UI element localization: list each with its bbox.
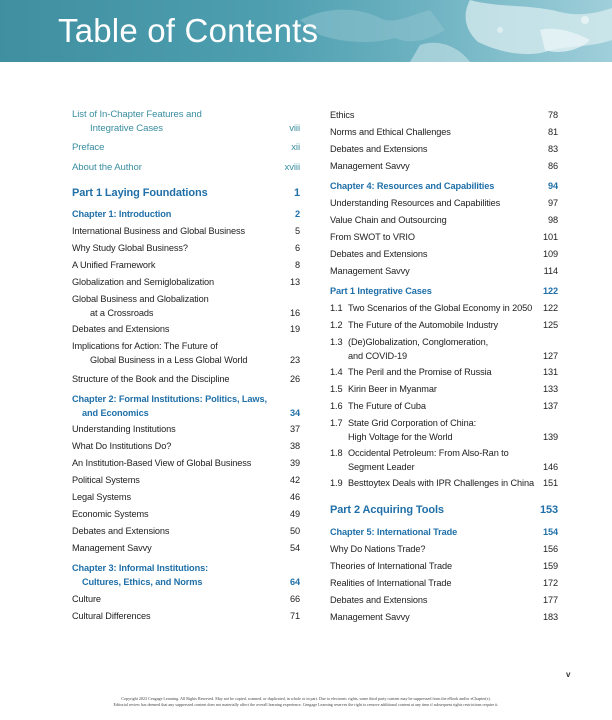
- toc-entry[interactable]: [330, 559, 558, 573]
- toc-page-number: 71: [289, 611, 300, 621]
- toc-page-number: 19: [289, 324, 300, 334]
- toc-entry[interactable]: [330, 335, 558, 363]
- toc-page-number: 154: [542, 527, 558, 537]
- toc-entry-line: and Economics: [82, 408, 149, 418]
- toc-page-number: 49: [289, 509, 300, 519]
- toc-page-number: 177: [542, 595, 558, 605]
- toc-entry-line: Globalization and Semiglobalization: [72, 277, 215, 287]
- toc-entry[interactable]: [72, 339, 300, 367]
- toc-entry-line: Norms and Ethical Challenges: [330, 127, 451, 137]
- toc-page-number: 94: [547, 181, 558, 191]
- copyright-line-1: Copyright 2023 Cengage Learning. All Rights Reserved. May not be copied, scanned, or duplicated, in whole or in part. Due to electronic rights, some third party content may be suppressed from the eBook and/or eChapter(s).: [121, 696, 491, 701]
- toc-page-number: 114: [543, 266, 558, 276]
- toc-entry-title: [330, 125, 451, 139]
- toc-entry-title: [72, 241, 188, 255]
- toc-entry-title: [72, 561, 208, 589]
- toc-entry-line: Part 1 Laying Foundations: [72, 187, 208, 199]
- toc-entry[interactable]: [330, 446, 558, 474]
- toc-entry-title: [330, 230, 415, 244]
- toc-page-number: 26: [289, 374, 300, 384]
- toc-page-number: 151: [542, 478, 558, 488]
- toc-page-number: 122: [542, 286, 558, 296]
- toc-entry-title: [330, 196, 500, 210]
- toc-entry-title: [72, 392, 267, 420]
- toc-entry-title: [330, 335, 488, 363]
- copyright-notice: [40, 696, 572, 708]
- toc-page-number: 172: [542, 578, 558, 588]
- toc-page-number: 13: [289, 277, 300, 287]
- toc-entry[interactable]: [330, 142, 558, 156]
- toc-entry[interactable]: [72, 524, 300, 538]
- toc-entry-line: Theories of International Trade: [330, 561, 453, 571]
- toc-entry[interactable]: [330, 365, 558, 379]
- toc-entry[interactable]: [330, 301, 558, 315]
- page-title: Table of Contents: [58, 12, 319, 49]
- toc-entry-title: [72, 473, 140, 487]
- toc-entry[interactable]: [330, 542, 558, 556]
- toc-entry-line: Why Study Global Business?: [72, 243, 188, 253]
- toc-entry-line: (De)Globalization, Conglomeration,: [348, 337, 489, 347]
- toc-entry-line: Value Chain and Outsourcing: [330, 215, 447, 225]
- toc-entry-title: [330, 593, 427, 607]
- toc-entry-line: Chapter 1: Introduction: [72, 209, 172, 219]
- toc-entry-title: [330, 382, 437, 396]
- toc-entry[interactable]: [72, 241, 300, 255]
- toc-entry-line: Management Savvy: [330, 266, 410, 276]
- toc-entry-line: State Grid Corporation of China:: [348, 418, 477, 428]
- toc-page-number: xviii: [284, 162, 300, 173]
- toc-entry-title: [72, 439, 171, 453]
- toc-entry[interactable]: [72, 561, 300, 589]
- toc-page-number: 153: [539, 504, 558, 516]
- toc-entry-title: [330, 610, 410, 624]
- toc-page-number: 6: [294, 243, 300, 253]
- toc-entry-line: Part 1 Integrative Cases: [330, 286, 432, 296]
- toc-entry[interactable]: [72, 507, 300, 521]
- toc-page-number: 78: [547, 110, 558, 120]
- toc-page-number: 159: [542, 561, 558, 571]
- toc-entry-title: [330, 525, 457, 539]
- toc-entry-title: [330, 108, 354, 122]
- toc-page-number: 5: [294, 226, 300, 236]
- toc-entry[interactable]: [330, 159, 558, 173]
- toc-entry[interactable]: [72, 207, 300, 221]
- toc-entry[interactable]: [72, 422, 300, 436]
- toc-entry[interactable]: [330, 230, 558, 244]
- toc-page-number: 38: [289, 441, 300, 451]
- toc-entry-title: [330, 576, 451, 590]
- toc-entry-line: Debates and Extensions: [330, 144, 428, 154]
- page-number: v: [566, 670, 571, 679]
- toc-page-number: 81: [547, 127, 558, 137]
- toc-entry-line: An Institution-Based View of Global Business: [72, 458, 252, 468]
- toc-entry-line: Ethics: [330, 110, 355, 120]
- toc-entry[interactable]: [72, 392, 300, 420]
- toc-page-number: 183: [542, 612, 558, 622]
- toc-entry-line: Debates and Extensions: [330, 595, 428, 605]
- toc-entry-line: Chapter 4: Resources and Capabilities: [330, 181, 495, 191]
- case-number: 1.7: [330, 418, 343, 428]
- toc-entry-title: [72, 372, 229, 386]
- toc-entry[interactable]: [72, 592, 300, 606]
- toc-entry[interactable]: [330, 213, 558, 227]
- toc-entry-title: [330, 284, 432, 298]
- toc-entry-line: Implications for Action: The Future of: [72, 341, 218, 351]
- toc-entry-title: [330, 142, 427, 156]
- toc-entry-line: The Future of Cuba: [348, 401, 426, 411]
- toc-entry-line: High Voltage for the World: [348, 432, 453, 442]
- toc-entry-line: Legal Systems: [72, 492, 131, 502]
- toc-entry-line: Global Business in a Less Global World: [90, 355, 248, 365]
- toc-entry-title: [330, 159, 410, 173]
- toc-entry-title: [330, 179, 494, 193]
- toc-entry-line: Chapter 3: Informal Institutions:: [72, 563, 209, 573]
- toc-entry[interactable]: [330, 179, 558, 193]
- case-number: 1.3: [330, 337, 343, 347]
- toc-entry-line: Structure of the Book and the Discipline: [72, 374, 230, 384]
- toc-page-number: 64: [289, 577, 300, 587]
- toc-entry[interactable]: [330, 476, 558, 490]
- case-number: 1.2: [330, 320, 343, 330]
- toc-entry-title: [72, 141, 104, 155]
- toc-entry[interactable]: [72, 224, 300, 238]
- toc-entry-line: at a Crossroads: [90, 308, 154, 318]
- toc-entry-line: Kirin Beer in Myanmar: [348, 384, 437, 394]
- toc-entry-title: [72, 339, 247, 367]
- toc-entry-line: Political Systems: [72, 475, 140, 485]
- toc-entry[interactable]: [72, 439, 300, 453]
- toc-entry-title: [72, 207, 171, 221]
- toc-entry[interactable]: [330, 593, 558, 607]
- toc-entry-line: Why Do Nations Trade?: [330, 544, 426, 554]
- toc-page-number: 83: [547, 144, 558, 154]
- toc-page-number: 156: [542, 544, 558, 554]
- toc-entry-line: About the Author: [72, 162, 142, 173]
- toc-entry-line: Chapter 5: International Trade: [330, 527, 458, 537]
- toc-entry-title: [72, 275, 214, 289]
- toc-entry[interactable]: [72, 473, 300, 487]
- toc-entry[interactable]: [330, 576, 558, 590]
- toc-entry[interactable]: [72, 322, 300, 336]
- toc-entry-title: [72, 161, 142, 175]
- toc-page-number: 109: [542, 249, 558, 259]
- case-number: 1.5: [330, 384, 343, 394]
- toc-page-number: 125: [542, 320, 558, 330]
- toc-entry-line: Chapter 2: Formal Institutions: Politics, Laws,: [72, 394, 267, 404]
- toc-page-number: viii: [289, 123, 300, 134]
- toc-entry-line: Debates and Extensions: [72, 526, 170, 536]
- toc-entry-title: [330, 365, 492, 379]
- case-number: 1.4: [330, 367, 343, 377]
- toc-entry-title: [72, 422, 176, 436]
- toc-entry-title: [72, 524, 169, 538]
- toc-page-number: 34: [289, 408, 300, 418]
- toc-page-number: 37: [289, 424, 300, 434]
- toc-page-number: 8: [294, 260, 300, 270]
- toc-entry-title: [72, 292, 209, 320]
- toc-entry-line: Economic Systems: [72, 509, 149, 519]
- toc-page-number: 16: [289, 308, 300, 318]
- toc-entry-title: [72, 609, 151, 623]
- toc-entry[interactable]: [72, 141, 300, 155]
- toc-entry-title: [72, 490, 131, 504]
- toc-entry-line: and COVID-19: [348, 351, 408, 361]
- toc-entry-line: Global Business and Globalization: [72, 294, 209, 304]
- toc-entry-line: Management Savvy: [72, 543, 152, 553]
- toc-entry-line: Understanding Resources and Capabilities: [330, 198, 501, 208]
- toc-page-number: 50: [289, 526, 300, 536]
- toc-page-number: 54: [289, 543, 300, 553]
- toc-entry-title: [330, 542, 425, 556]
- toc-entry-line: List of In-Chapter Features and: [72, 109, 202, 120]
- toc-entry[interactable]: [330, 399, 558, 413]
- toc-entry[interactable]: [72, 609, 300, 623]
- toc-entry-line: Part 2 Acquiring Tools: [330, 504, 444, 516]
- toc-entry-title: [330, 446, 509, 474]
- toc-page-number: 86: [547, 161, 558, 171]
- toc-entry-line: The Peril and the Promise of Russia: [348, 367, 492, 377]
- toc-entry-line: Cultural Differences: [72, 611, 151, 621]
- toc-entry-title: [330, 247, 427, 261]
- toc-entry[interactable]: [330, 284, 558, 298]
- toc-page-number: 131: [542, 367, 558, 377]
- toc-entry-line: Understanding Institutions: [72, 424, 176, 434]
- toc-entry[interactable]: [72, 456, 300, 470]
- toc-entry[interactable]: [330, 382, 558, 396]
- toc-entry-title: [330, 264, 410, 278]
- toc-page-number: 46: [289, 492, 300, 502]
- case-number: 1.1: [330, 303, 343, 313]
- toc-entry-title: [72, 541, 152, 555]
- toc-entry-line: Management Savvy: [330, 612, 410, 622]
- toc-entry[interactable]: [72, 108, 300, 136]
- toc-entry-title: [330, 301, 532, 315]
- copyright-line-2: Editorial review has deemed that any suppressed content does not materially affect the overall learning experience. Cengage Learning reserves the right to remove additional content at any time if subsequent rights restrictions require it.: [113, 702, 499, 707]
- toc-entry-title: [330, 213, 447, 227]
- toc-entry-line: Realities of International Trade: [330, 578, 452, 588]
- toc-entry-line: Preface: [72, 142, 105, 153]
- toc-entry[interactable]: [72, 161, 300, 175]
- toc-entry[interactable]: [330, 264, 558, 278]
- toc-entry[interactable]: [330, 247, 558, 261]
- toc-entry-title: [72, 258, 155, 272]
- toc-entry-title: [72, 592, 101, 606]
- toc-entry[interactable]: [330, 503, 558, 517]
- toc-page-number: 2: [294, 209, 300, 219]
- toc-page-number: 133: [542, 384, 558, 394]
- toc-entry-title: [72, 108, 202, 136]
- toc-entry-title: [330, 416, 476, 444]
- toc-entry-line: Culture: [72, 594, 101, 604]
- toc-page-number: xii: [291, 142, 300, 153]
- toc-entry-line: Cultures, Ethics, and Norms: [82, 577, 203, 587]
- toc-entry[interactable]: [72, 292, 300, 320]
- toc-entry-line: From SWOT to VRIO: [330, 232, 415, 242]
- toc-page-number: 97: [547, 198, 558, 208]
- toc-page-number: 122: [542, 303, 558, 313]
- toc-entry-title: [330, 559, 452, 573]
- toc-page-number: 1: [293, 187, 300, 199]
- toc-page-number: 66: [289, 594, 300, 604]
- toc-entry-title: [72, 224, 245, 238]
- toc-entry[interactable]: [72, 258, 300, 272]
- toc-page-number: 23: [289, 355, 300, 365]
- toc-entry-title: [72, 186, 208, 200]
- toc-page-number: 39: [289, 458, 300, 468]
- toc-entry-line: Besttoytex Deals with IPR Challenges in China: [348, 478, 534, 488]
- case-number: 1.9: [330, 478, 343, 488]
- toc-entry-line: Segment Leader: [348, 462, 415, 472]
- toc-entry[interactable]: [330, 525, 558, 539]
- toc-entry-line: What Do Institutions Do?: [72, 441, 172, 451]
- toc-entry-line: Two Scenarios of the Global Economy in 2050: [348, 303, 533, 313]
- toc-entry[interactable]: [330, 416, 558, 444]
- toc-page-number: 137: [542, 401, 558, 411]
- toc-entry-line: Debates and Extensions: [330, 249, 428, 259]
- case-number: 1.8: [330, 448, 343, 458]
- toc-entry-title: [330, 476, 534, 490]
- toc-entry-line: The Future of the Automobile Industry: [348, 320, 499, 330]
- toc-page-number: 98: [547, 215, 558, 225]
- toc-entry-title: [72, 507, 149, 521]
- toc-entry[interactable]: [72, 541, 300, 555]
- case-number: 1.6: [330, 401, 343, 411]
- toc-entry-title: [330, 399, 426, 413]
- toc-entry-title: [330, 503, 444, 517]
- toc-entry-line: International Business and Global Business: [72, 226, 246, 236]
- toc-entry-title: [72, 322, 169, 336]
- toc-page-number: 42: [289, 475, 300, 485]
- toc-entry[interactable]: [330, 610, 558, 624]
- toc-entry-line: Occidental Petroleum: From Also-Ran to: [348, 448, 509, 458]
- toc-page-number: 139: [542, 432, 558, 442]
- toc-entry-line: A Unified Framework: [72, 260, 156, 270]
- toc-entry-line: Integrative Cases: [90, 123, 163, 134]
- toc-entry[interactable]: [330, 125, 558, 139]
- toc-entry-line: Management Savvy: [330, 161, 410, 171]
- toc-entry[interactable]: [330, 318, 558, 332]
- toc-page-number: 101: [542, 232, 558, 242]
- toc-entry[interactable]: [72, 490, 300, 504]
- toc-entry[interactable]: [72, 372, 300, 386]
- toc-entry-title: [330, 318, 498, 332]
- toc-entry-line: Debates and Extensions: [72, 324, 170, 334]
- toc-entry[interactable]: [330, 108, 558, 122]
- toc-entry[interactable]: [72, 275, 300, 289]
- header-banner: [0, 0, 612, 62]
- toc-entry[interactable]: [330, 196, 558, 210]
- toc-page-number: 127: [542, 351, 558, 361]
- toc-entry[interactable]: [72, 186, 300, 200]
- toc-page-number: 146: [542, 462, 558, 472]
- toc-entry-title: [72, 456, 251, 470]
